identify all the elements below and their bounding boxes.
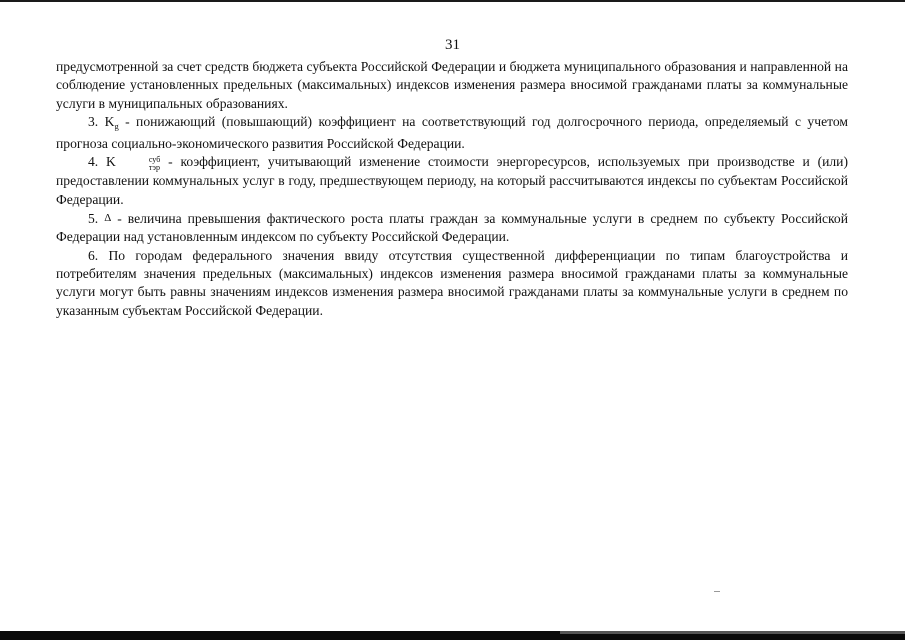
paragraph-item-4 (56, 153, 848, 209)
scan-top-edge (0, 0, 905, 2)
item-4-symbol-indices (117, 156, 160, 172)
item-3-symbol-subscript: g (114, 120, 119, 131)
paragraph-item-6: 6. По городам федерального значения ввиду отсутствия существенной дифференциации по типам благоустройства и потребителям значения предельных (максимальных) индексов изменения размера вносимой гражданами платы за коммунальные услуги могут быть равны значениям индексов изменения размера вносимой гражданами платы за коммунальные услуги в среднем по указанным субъектам Российской Федерации. (56, 247, 848, 318)
paragraph-item-5 (56, 209, 848, 247)
item-3-symbol-base: K (104, 113, 115, 129)
paragraph-item-3 (56, 113, 848, 154)
document-body (56, 58, 848, 320)
scan-bottom-edge-highlight (560, 631, 905, 634)
item-4-number: 4. (88, 154, 99, 170)
item-5-number: 5. (88, 211, 99, 227)
item-3-number: 3. (88, 113, 99, 129)
item-4-symbol (106, 154, 161, 173)
item-4-symbol-base: K (106, 154, 116, 170)
item-4-symbol-subscript: тэр (148, 163, 160, 173)
item-5-delta-symbol: Δ (104, 212, 112, 225)
item-4-symbol-superscript: суб (148, 155, 161, 165)
page-number: 31 (445, 37, 460, 53)
item-5-text: - величина превышения фактического роста платы граждан за коммунальные услуги в среднем по субъекту Российской Федерации над установленным индексом по субъекту Российской Федерации. (56, 211, 848, 245)
item-3-text: - понижающий (повышающий) коэффициент на соответствующий год долгосрочного периода, определяемый с учетом прогноза социально-экономического развития Российской Федерации. (56, 113, 849, 152)
item-4-text: - коэффициент, учитывающий изменение стоимости энергоресурсов, используемых при производстве и (или) предоставлении коммунальных услуг в году, предшествующем периоду, на который рассчитываются индексы по субъектам Российской Федерации. (56, 154, 848, 207)
scan-speck (714, 591, 720, 592)
paragraph-intro: предусмотренной за счет средств бюджета субъекта Российской Федерации и бюджета муниципального образования и направленной на соблюдение установленных предельных (максимальных) индексов изменения размера вносимой гражданами платы за коммунальные услуги в муниципальных образованиях. (56, 59, 848, 111)
item-3-symbol (105, 114, 119, 129)
